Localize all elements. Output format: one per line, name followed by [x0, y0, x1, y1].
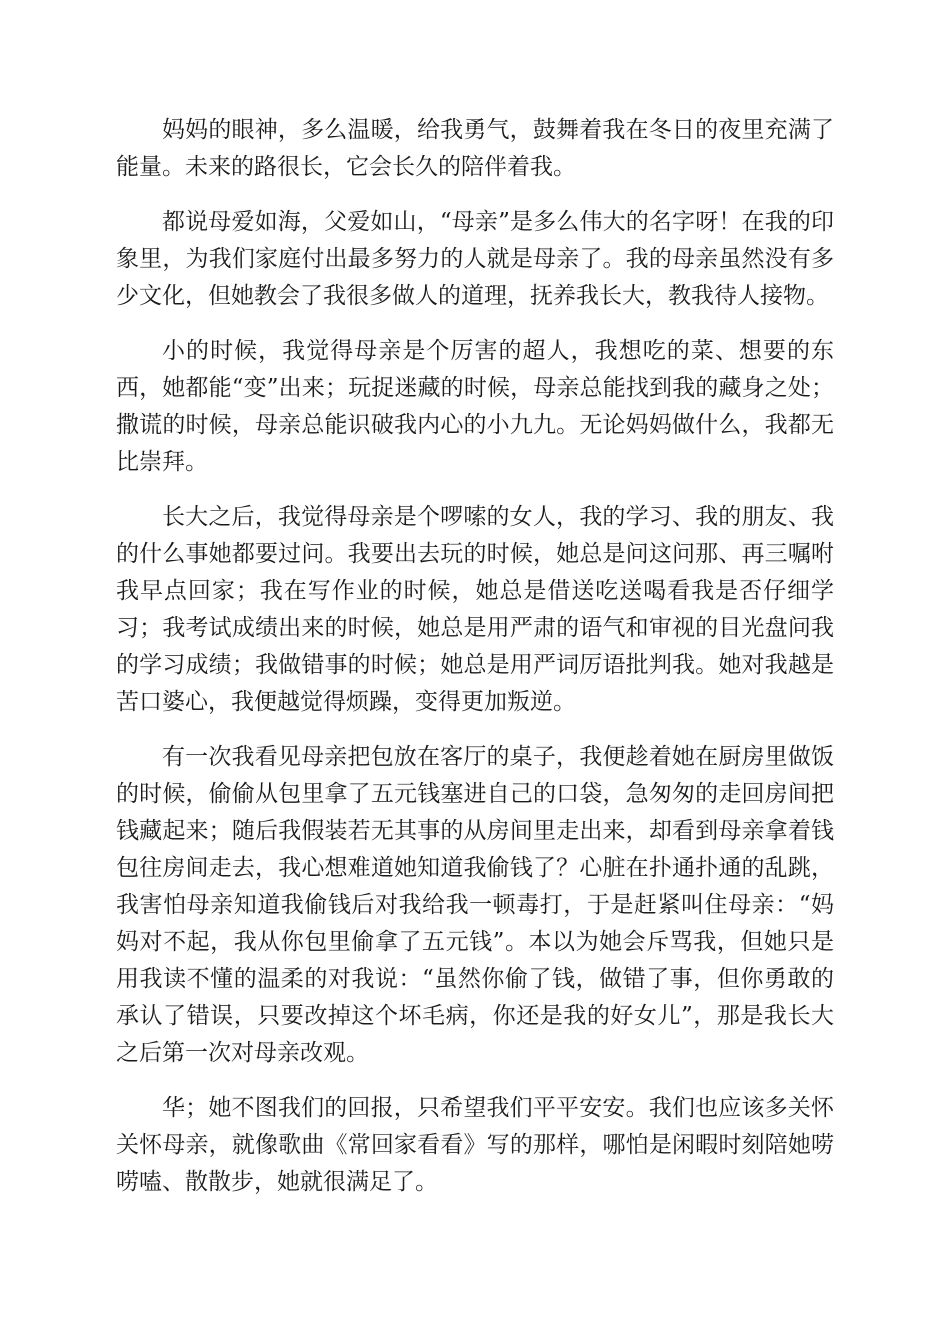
paragraph-5: 有一次我看见母亲把包放在客厅的桌子，我便趁着她在厨房里做饭的时候，偷偷从包里拿了五元钱塞进自己的口袋，急匆匆的走回房间把钱藏起来；随后我假装若无其事的从房间里走出来，却看到母亲拿着钱包往房间走去，我心想难道她知道我偷钱了？心脏在扑通扑通的乱跳，我害怕母亲知道我偷钱后对我给我一顿毒打，于是赶紧叫住母亲：“妈妈对不起，我从你包里偷拿了五元钱”。本以为她会斥骂我，但她只是用我读不懂的温柔的对我说：“虽然你偷了钱，做错了事，但你勇敢的承认了错误，只要改掉这个坏毛病，你还是我的好女儿”，那是我长大之后第一次对母亲改观。 — [116, 744, 834, 1066]
document-body — [116, 112, 834, 1219]
paragraph-1: 妈妈的眼神，多么温暖，给我勇气，鼓舞着我在冬日的夜里充满了能量。未来的路很长，它会长久的陪伴着我。 — [116, 117, 834, 180]
paragraph-4: 长大之后，我觉得母亲是个啰嗦的女人，我的学习、我的朋友、我的什么事她都要过问。我要出去玩的时候，她总是问这问那、再三嘱咐我早点回家；我在写作业的时候，她总是借送吃送喝看我是否仔细学习；我考试成绩出来的时候，她总是用严肃的语气和审视的目光盘问我的学习成绩；我做错事的时候；她总是用严词厉语批判我。她对我越是苦口婆心，我便越觉得烦躁，变得更加叛逆。 — [116, 504, 834, 715]
paragraph-3: 小的时候，我觉得母亲是个厉害的超人，我想吃的菜、想要的东西，她都能“变”出来；玩捉迷藏的时候，母亲总能找到我的藏身之处；撒谎的时候，母亲总能识破我内心的小九九。无论妈妈做什么，我都无比崇拜。 — [116, 338, 834, 475]
paragraph-2: 都说母爱如海，父爱如山，“母亲”是多么伟大的名字呀！在我的印象里，为我们家庭付出最多努力的人就是母亲了。我的母亲虽然没有多少文化，但她教会了我很多做人的道理，抚养我长大，教我待人接物。 — [116, 209, 834, 309]
paragraph-6: 华；她不图我们的回报，只希望我们平平安安。我们也应该多关怀关怀母亲，就像歌曲《常回家看看》写的那样，哪怕是闲暇时刻陪她唠唠嗑、散散步，她就很满足了。 — [116, 1095, 834, 1195]
